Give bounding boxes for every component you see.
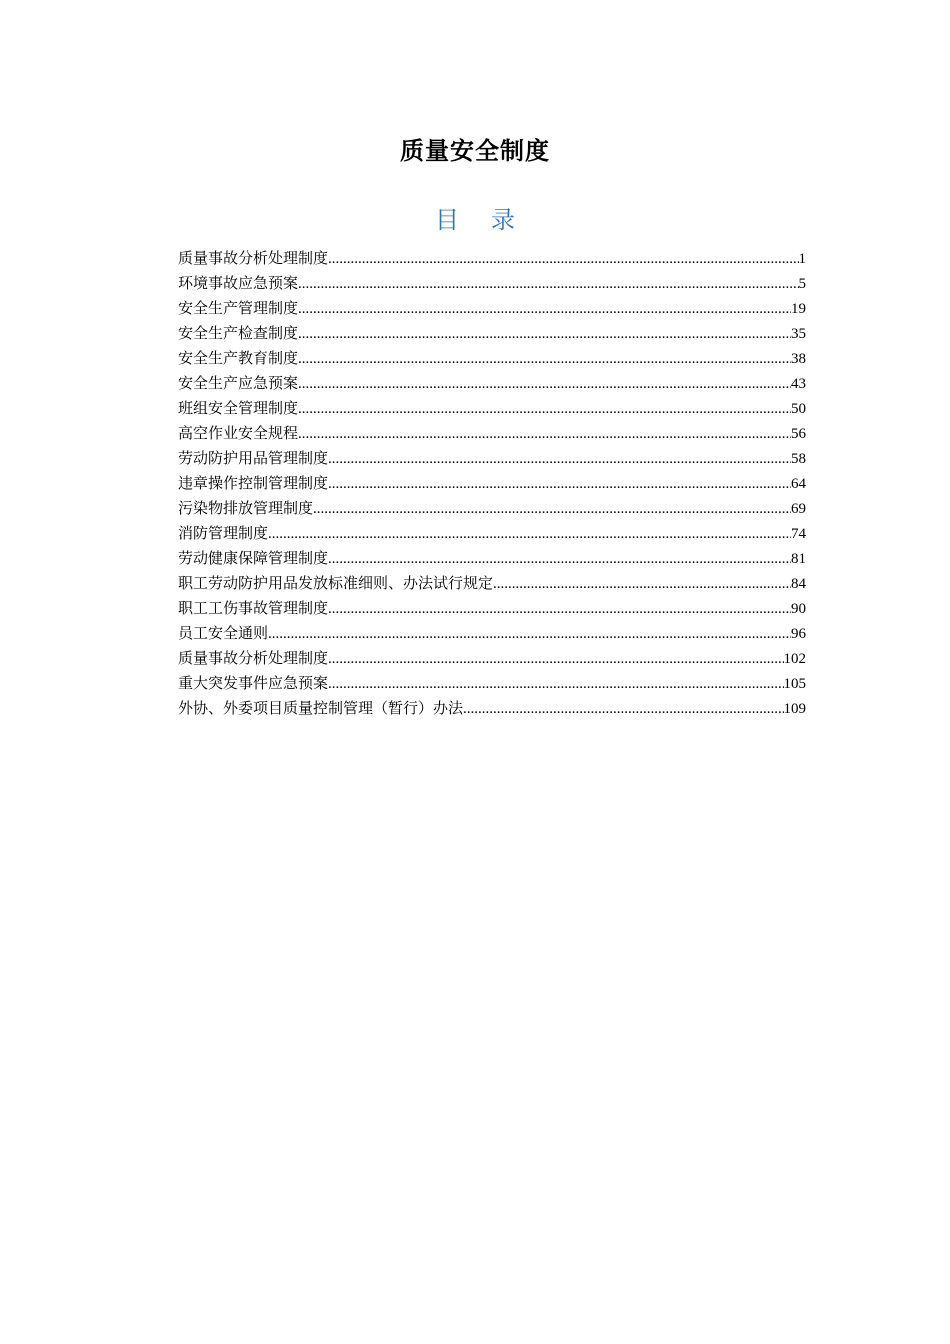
toc-entry-page: 56 xyxy=(791,426,806,442)
toc-dot-leader xyxy=(328,547,791,571)
toc-entry-label: 职工劳动防护用品发放标准细则、办法试行规定 xyxy=(178,574,494,592)
toc-entry[interactable] xyxy=(178,346,806,371)
toc-entry-page: 5 xyxy=(798,276,806,292)
toc-dot-leader xyxy=(298,322,791,346)
toc-dot-leader xyxy=(313,497,791,521)
toc-entry-label: 职工工伤事故管理制度 xyxy=(178,599,329,617)
toc-entry-label: 污染物排放管理制度 xyxy=(178,499,314,517)
toc-entry-label: 安全生产检查制度 xyxy=(178,324,299,342)
document-title: 质量安全制度 xyxy=(400,137,550,165)
toc-entry[interactable] xyxy=(178,246,806,271)
toc-entry[interactable] xyxy=(178,646,806,671)
toc-entry-page: 96 xyxy=(791,626,806,642)
table-of-contents xyxy=(178,246,806,721)
toc-entry-label: 员工安全通则 xyxy=(178,624,269,642)
toc-entry-label: 劳动防护用品管理制度 xyxy=(178,449,329,467)
toc-dot-leader xyxy=(328,672,783,696)
toc-heading: 目录 xyxy=(435,206,547,234)
toc-entry[interactable] xyxy=(178,296,806,321)
toc-entry-page: 19 xyxy=(791,301,806,317)
toc-dot-leader xyxy=(298,397,791,421)
toc-entry[interactable] xyxy=(178,621,806,646)
toc-entry[interactable] xyxy=(178,396,806,421)
toc-entry-label: 重大突发事件应急预案 xyxy=(178,674,329,692)
toc-entry[interactable] xyxy=(178,446,806,471)
toc-dot-leader xyxy=(493,572,791,596)
toc-dot-leader xyxy=(328,597,791,621)
toc-entry[interactable] xyxy=(178,671,806,696)
toc-dot-leader xyxy=(268,622,791,646)
toc-dot-leader xyxy=(298,272,798,296)
toc-dot-leader xyxy=(328,247,798,271)
toc-entry-label: 班组安全管理制度 xyxy=(178,399,299,417)
toc-entry-label: 安全生产管理制度 xyxy=(178,299,299,317)
toc-entry-page: 69 xyxy=(791,501,806,517)
toc-entry[interactable] xyxy=(178,271,806,296)
toc-entry[interactable] xyxy=(178,571,806,596)
toc-entry-label: 质量事故分析处理制度 xyxy=(178,649,329,667)
toc-entry-page: 81 xyxy=(791,551,806,567)
toc-entry[interactable] xyxy=(178,371,806,396)
toc-dot-leader xyxy=(298,372,791,396)
toc-dot-leader xyxy=(298,347,791,371)
toc-entry[interactable] xyxy=(178,496,806,521)
toc-entry[interactable] xyxy=(178,321,806,346)
toc-entry-page: 109 xyxy=(783,701,806,717)
toc-dot-leader xyxy=(328,647,783,671)
toc-dot-leader xyxy=(268,522,791,546)
toc-entry-label: 安全生产教育制度 xyxy=(178,349,299,367)
toc-entry-label: 外协、外委项目质量控制管理（暂行）办法 xyxy=(178,699,464,717)
toc-dot-leader xyxy=(298,422,791,446)
toc-entry-label: 高空作业安全规程 xyxy=(178,424,299,442)
toc-entry[interactable] xyxy=(178,596,806,621)
toc-entry-label: 环境事故应急预案 xyxy=(178,274,299,292)
toc-dot-leader xyxy=(298,297,791,321)
toc-entry-page: 35 xyxy=(791,326,806,342)
toc-entry-page: 64 xyxy=(791,476,806,492)
toc-entry[interactable] xyxy=(178,421,806,446)
toc-entry-label: 劳动健康保障管理制度 xyxy=(178,549,329,567)
toc-entry-label: 违章操作控制管理制度 xyxy=(178,474,329,492)
toc-entry[interactable] xyxy=(178,696,806,721)
toc-dot-leader xyxy=(328,447,791,471)
toc-entry-page: 105 xyxy=(783,676,806,692)
toc-dot-leader xyxy=(328,472,791,496)
toc-entry-page: 58 xyxy=(791,451,806,467)
toc-entry-page: 74 xyxy=(791,526,806,542)
toc-entry-page: 38 xyxy=(791,351,806,367)
toc-entry-label: 消防管理制度 xyxy=(178,524,269,542)
toc-entry-label: 质量事故分析处理制度 xyxy=(178,249,329,267)
toc-entry-label: 安全生产应急预案 xyxy=(178,374,299,392)
toc-entry-page: 43 xyxy=(791,376,806,392)
toc-entry-page: 102 xyxy=(783,651,806,667)
toc-entry[interactable] xyxy=(178,521,806,546)
toc-entry[interactable] xyxy=(178,471,806,496)
toc-entry-page: 50 xyxy=(791,401,806,417)
toc-entry[interactable] xyxy=(178,546,806,571)
toc-entry-page: 1 xyxy=(798,251,806,267)
toc-entry-page: 90 xyxy=(791,601,806,617)
toc-entry-page: 84 xyxy=(791,576,806,592)
toc-dot-leader xyxy=(463,697,783,721)
